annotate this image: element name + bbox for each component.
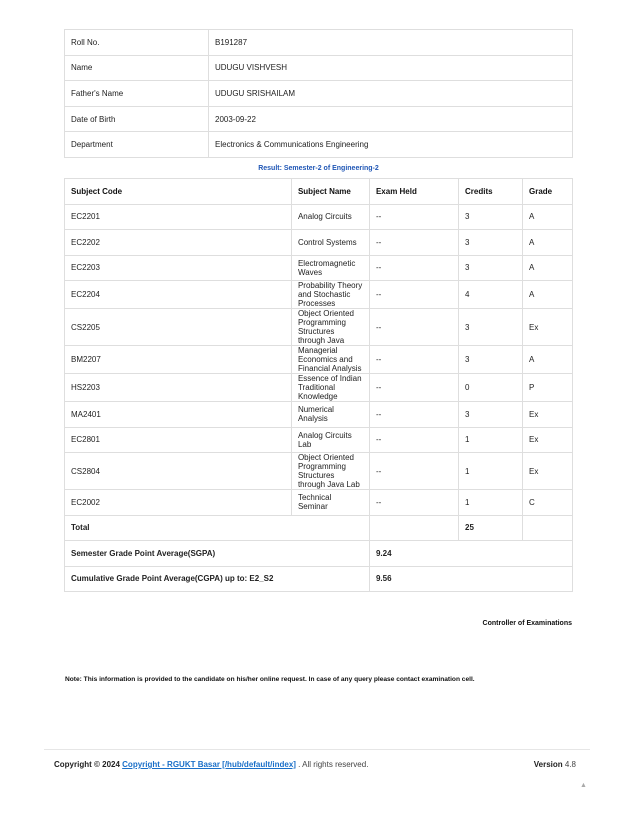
cell-grade: Ex <box>523 402 573 428</box>
cell-grade: A <box>523 281 573 309</box>
cell-credits: 1 <box>459 427 523 453</box>
info-row <box>65 132 573 158</box>
cell-credits: 3 <box>459 204 523 230</box>
cell-exam-held: -- <box>369 230 458 256</box>
cell-subject-name: Object Oriented Programming Structures through Java <box>291 309 369 346</box>
sgpa-label: Semester Grade Point Average(SGPA) <box>65 541 370 567</box>
cell-exam-held: -- <box>369 374 458 402</box>
cell-exam-held: -- <box>369 204 458 230</box>
sgpa-row <box>65 541 573 567</box>
cell-subject-code: BM2207 <box>65 346 292 374</box>
cell-grade: A <box>523 255 573 281</box>
cell-exam-held: -- <box>369 346 458 374</box>
cell-credits: 3 <box>459 402 523 428</box>
total-credits: 25 <box>459 515 523 541</box>
copyright-prefix: Copyright © 2024 <box>54 760 120 769</box>
total-exam-held <box>369 515 458 541</box>
info-row <box>65 30 573 56</box>
cell-subject-code: EC2203 <box>65 255 292 281</box>
version-label: Version <box>533 760 563 769</box>
cell-credits: 1 <box>459 490 523 516</box>
note-text: Note: This information is provided to the candidate on his/her online request. In case of any query please contact examination cell. <box>65 676 475 683</box>
info-label: Department <box>65 132 209 158</box>
cell-grade: A <box>523 204 573 230</box>
info-label: Father's Name <box>65 81 209 107</box>
cell-credits: 3 <box>459 255 523 281</box>
table-row <box>65 346 573 374</box>
cell-subject-name: Numerical Analysis <box>291 402 369 428</box>
cell-grade: Ex <box>523 453 573 490</box>
info-value: Electronics & Communications Engineering <box>209 132 573 158</box>
header-grade: Grade <box>523 179 573 205</box>
copyright-suffix: . All rights reserved. <box>298 760 369 769</box>
info-label: Date of Birth <box>65 106 209 132</box>
cell-grade: A <box>523 346 573 374</box>
cell-credits: 4 <box>459 281 523 309</box>
cgpa-value: 9.56 <box>369 566 572 592</box>
total-label: Total <box>65 515 370 541</box>
copyright-link[interactable]: Copyright - RGUKT Basar [/hub/default/index] <box>122 760 296 769</box>
result-title: Result: Semester-2 of Engineering-2 <box>258 165 379 172</box>
table-row <box>65 402 573 428</box>
header-credits: Credits <box>459 179 523 205</box>
info-value: UDUGU VISHVESH <box>209 55 573 81</box>
grades-table <box>64 178 573 592</box>
table-row <box>65 255 573 281</box>
header-subject-name: Subject Name <box>291 179 369 205</box>
cell-subject-name: Technical Seminar <box>291 490 369 516</box>
cell-exam-held: -- <box>369 281 458 309</box>
table-row <box>65 374 573 402</box>
cell-exam-held: -- <box>369 453 458 490</box>
table-row <box>65 490 573 516</box>
cell-grade: C <box>523 490 573 516</box>
cell-subject-code: MA2401 <box>65 402 292 428</box>
info-row <box>65 81 573 107</box>
cell-subject-name: Analog Circuits Lab <box>291 427 369 453</box>
sgpa-value: 9.24 <box>369 541 572 567</box>
cell-exam-held: -- <box>369 402 458 428</box>
cell-grade: P <box>523 374 573 402</box>
cell-subject-name: Analog Circuits <box>291 204 369 230</box>
cell-subject-code: EC2201 <box>65 204 292 230</box>
table-row <box>65 204 573 230</box>
cell-subject-code: EC2002 <box>65 490 292 516</box>
table-row <box>65 427 573 453</box>
version <box>534 760 576 769</box>
cell-subject-code: HS2203 <box>65 374 292 402</box>
cell-credits: 3 <box>459 230 523 256</box>
info-value: UDUGU SRISHAILAM <box>209 81 573 107</box>
cell-subject-name: Probability Theory and Stochastic Processes <box>291 281 369 309</box>
copyright <box>54 760 368 769</box>
header-subject-code: Subject Code <box>65 179 292 205</box>
cell-subject-code: EC2202 <box>65 230 292 256</box>
table-row <box>65 281 573 309</box>
cell-subject-name: Electromagnetic Waves <box>291 255 369 281</box>
version-value: 4.8 <box>564 760 576 769</box>
controller-signature: Controller of Examinations <box>482 620 572 627</box>
arrow-up-icon[interactable]: ▲ <box>580 782 587 789</box>
info-label: Name <box>65 55 209 81</box>
cell-grade: Ex <box>523 427 573 453</box>
total-grade <box>523 515 573 541</box>
cell-credits: 3 <box>459 346 523 374</box>
cell-grade: A <box>523 230 573 256</box>
cell-grade: Ex <box>523 309 573 346</box>
info-row <box>65 106 573 132</box>
info-row <box>65 55 573 81</box>
cell-subject-name: Control Systems <box>291 230 369 256</box>
cell-subject-code: EC2204 <box>65 281 292 309</box>
cell-exam-held: -- <box>369 427 458 453</box>
total-row <box>65 515 573 541</box>
cell-credits: 3 <box>459 309 523 346</box>
cell-subject-name: Managerial Economics and Financial Analysis <box>291 346 369 374</box>
info-label: Roll No. <box>65 30 209 56</box>
cell-subject-code: CS2205 <box>65 309 292 346</box>
cell-exam-held: -- <box>369 255 458 281</box>
cell-subject-code: EC2801 <box>65 427 292 453</box>
cgpa-label: Cumulative Grade Point Average(CGPA) up to: E2_S2 <box>65 566 370 592</box>
info-value: 2003-09-22 <box>209 106 573 132</box>
grades-header-row <box>65 179 573 205</box>
cell-subject-name: Essence of Indian Traditional Knowledge <box>291 374 369 402</box>
cell-credits: 0 <box>459 374 523 402</box>
cell-credits: 1 <box>459 453 523 490</box>
header-exam-held: Exam Held <box>369 179 458 205</box>
cell-subject-name: Object Oriented Programming Structures through Java Lab <box>291 453 369 490</box>
cell-subject-code: CS2804 <box>65 453 292 490</box>
table-row <box>65 230 573 256</box>
student-info-table <box>64 29 573 158</box>
cell-exam-held: -- <box>369 309 458 346</box>
cgpa-row <box>65 566 573 592</box>
info-value: B191287 <box>209 30 573 56</box>
table-row <box>65 309 573 346</box>
cell-exam-held: -- <box>369 490 458 516</box>
table-row <box>65 453 573 490</box>
